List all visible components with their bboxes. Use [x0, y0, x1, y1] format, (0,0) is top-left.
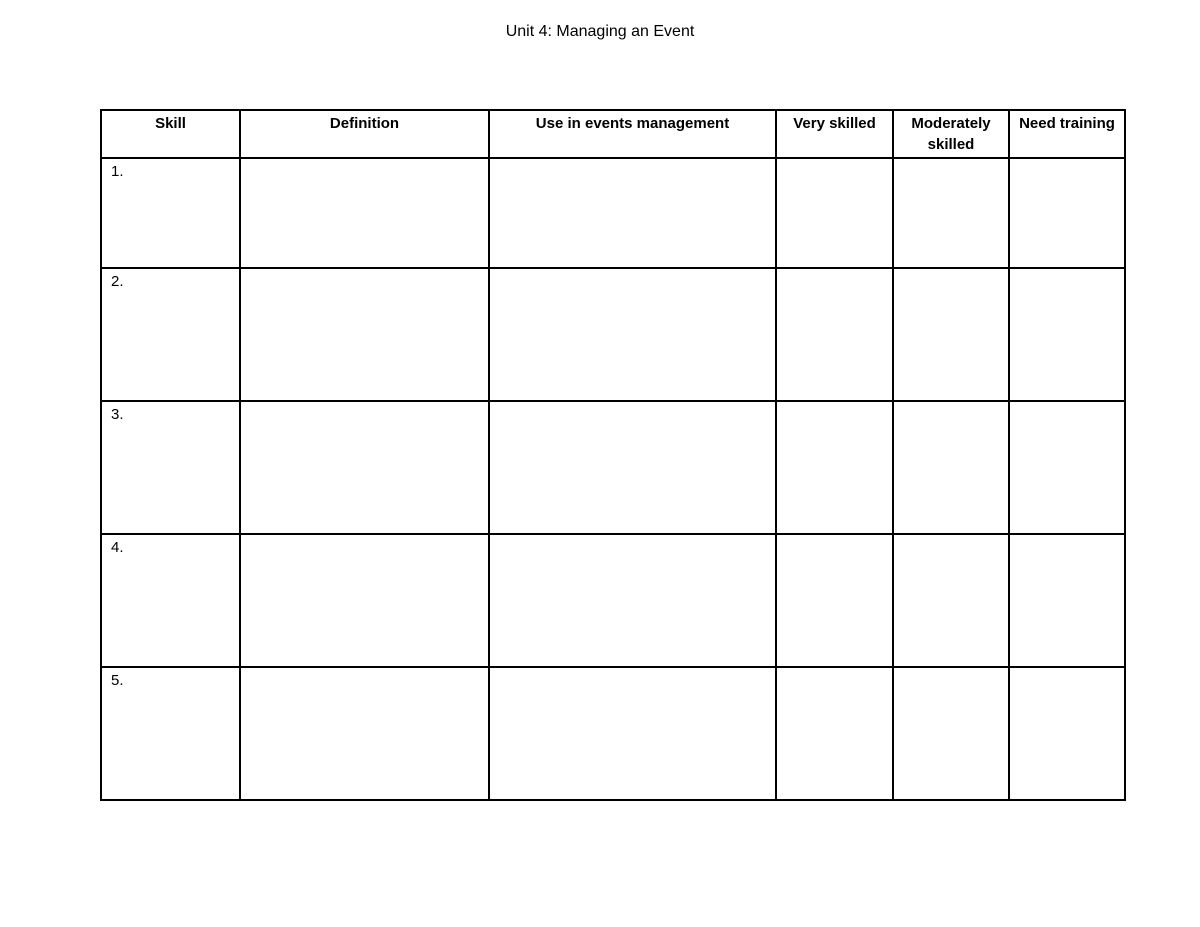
very-skilled-cell[interactable] [776, 534, 893, 667]
table-row [101, 268, 1125, 401]
table-row [101, 401, 1125, 534]
very-skilled-cell[interactable] [776, 667, 893, 800]
need-training-cell[interactable] [1009, 268, 1125, 401]
use-cell[interactable] [489, 158, 776, 268]
header-very-skilled: Very skilled [776, 110, 893, 158]
table-header-row [101, 110, 1125, 158]
need-training-cell[interactable] [1009, 667, 1125, 800]
moderately-skilled-cell[interactable] [893, 534, 1009, 667]
definition-cell[interactable] [240, 268, 489, 401]
definition-cell[interactable] [240, 158, 489, 268]
moderately-skilled-cell[interactable] [893, 401, 1009, 534]
header-need-training: Need training [1009, 110, 1125, 158]
moderately-skilled-cell[interactable] [893, 667, 1009, 800]
skill-cell[interactable]: 2. [101, 268, 240, 401]
definition-cell[interactable] [240, 401, 489, 534]
skill-cell[interactable]: 4. [101, 534, 240, 667]
use-cell[interactable] [489, 534, 776, 667]
header-use-in-events-management: Use in events management [489, 110, 776, 158]
moderately-skilled-cell[interactable] [893, 158, 1009, 268]
table-row [101, 667, 1125, 800]
very-skilled-cell[interactable] [776, 268, 893, 401]
skill-cell[interactable]: 1. [101, 158, 240, 268]
skill-cell[interactable]: 3. [101, 401, 240, 534]
moderately-skilled-cell[interactable] [893, 268, 1009, 401]
need-training-cell[interactable] [1009, 534, 1125, 667]
use-cell[interactable] [489, 268, 776, 401]
very-skilled-cell[interactable] [776, 158, 893, 268]
definition-cell[interactable] [240, 667, 489, 800]
header-definition: Definition [240, 110, 489, 158]
need-training-cell[interactable] [1009, 158, 1125, 268]
use-cell[interactable] [489, 667, 776, 800]
definition-cell[interactable] [240, 534, 489, 667]
table-row [101, 534, 1125, 667]
skills-table [100, 109, 1126, 801]
table-row [101, 158, 1125, 268]
skill-cell[interactable]: 5. [101, 667, 240, 800]
page-title: Unit 4: Managing an Event [505, 23, 695, 40]
need-training-cell[interactable] [1009, 401, 1125, 534]
use-cell[interactable] [489, 401, 776, 534]
header-moderately-skilled: Moderately skilled [893, 110, 1009, 158]
very-skilled-cell[interactable] [776, 401, 893, 534]
header-skill: Skill [101, 110, 240, 158]
